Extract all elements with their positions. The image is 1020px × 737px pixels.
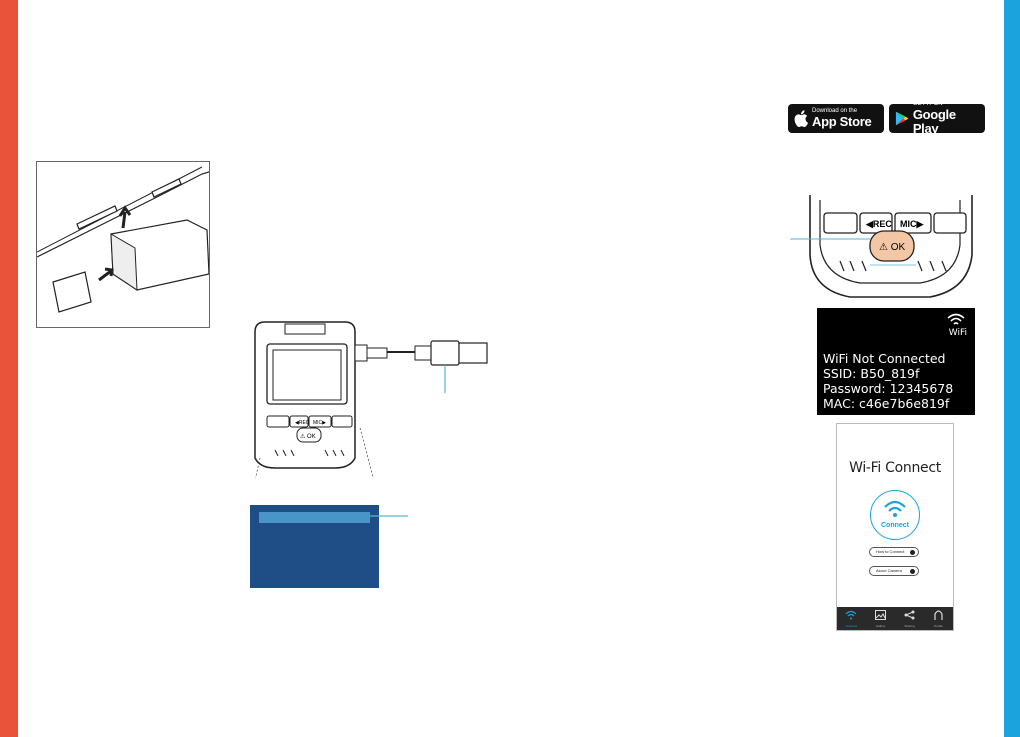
tab-gallery-label: Gallery	[875, 624, 886, 628]
closeup-ok-label: ⚠︎ OK	[879, 242, 906, 253]
sd-card-illustration	[37, 162, 209, 327]
wifi-mac: MAC: c46e7b6e819f	[823, 396, 950, 411]
wifi-password: Password: 12345678	[823, 381, 954, 396]
app-tab-bar	[837, 607, 953, 630]
wifi-connection-status: WiFi Not Connected	[823, 351, 946, 366]
camera-ok-label: ⚠︎ OK	[300, 434, 316, 440]
sd-card-insertion-figure	[36, 161, 210, 328]
google-play-icon	[895, 110, 909, 127]
about-camera-label: About Camera	[876, 568, 902, 573]
left-accent-bar	[0, 0, 18, 737]
how-to-connect-label: How to Connect	[876, 549, 905, 554]
tab-gallery[interactable]	[866, 607, 895, 630]
tab-connect-label: Connect	[845, 624, 858, 628]
dash-camera-illustration	[245, 318, 495, 478]
tab-wifi-icon	[845, 610, 857, 620]
camera-button-closeup	[790, 195, 980, 305]
wifi-status-screen	[817, 308, 975, 415]
help-icon	[910, 550, 915, 555]
camera-rec-label: ◀REC	[295, 420, 310, 426]
wifi-ssid: SSID: B50_819f	[823, 366, 920, 381]
apple-icon	[794, 110, 808, 127]
tab-connect[interactable]	[837, 607, 866, 630]
app-store-small-text: Download on the	[812, 108, 858, 114]
google-play-badge[interactable]	[889, 101, 985, 136]
gallery-icon	[875, 610, 886, 620]
wifi-icon	[947, 313, 965, 327]
share-icon	[904, 610, 915, 620]
tab-profile[interactable]	[924, 607, 953, 630]
tab-sharing[interactable]	[895, 607, 924, 630]
camera-mic-label: MIC▶	[313, 420, 327, 426]
about-camera-button[interactable]	[869, 566, 919, 576]
chevron-right-icon	[910, 569, 915, 574]
how-to-connect-button[interactable]	[869, 547, 919, 557]
connect-wifi-icon	[883, 499, 907, 519]
app-store-label: App Store	[812, 114, 872, 129]
google-play-small-text: GET IT ON	[912, 101, 943, 107]
app-title: Wi-Fi Connect	[849, 460, 941, 476]
app-store-badge[interactable]	[788, 104, 884, 133]
tab-profile-label: Profile	[934, 624, 943, 628]
closeup-mic-label: MIC▶	[900, 219, 924, 229]
connect-label: Connect	[881, 522, 909, 529]
wifi-label: WiFi	[948, 328, 967, 338]
right-accent-bar	[1004, 0, 1020, 737]
tab-sharing-label: Sharing	[904, 624, 915, 628]
screen-callout-line	[370, 511, 410, 521]
closeup-rec-label: ◀REC	[866, 219, 892, 229]
screen-status-bar	[259, 512, 370, 523]
google-play-label: Google Play	[912, 107, 956, 136]
connect-button[interactable]	[870, 490, 920, 540]
phone-app-screenshot	[836, 423, 954, 631]
camera-screen-zoom	[250, 505, 379, 588]
profile-icon	[933, 610, 944, 620]
